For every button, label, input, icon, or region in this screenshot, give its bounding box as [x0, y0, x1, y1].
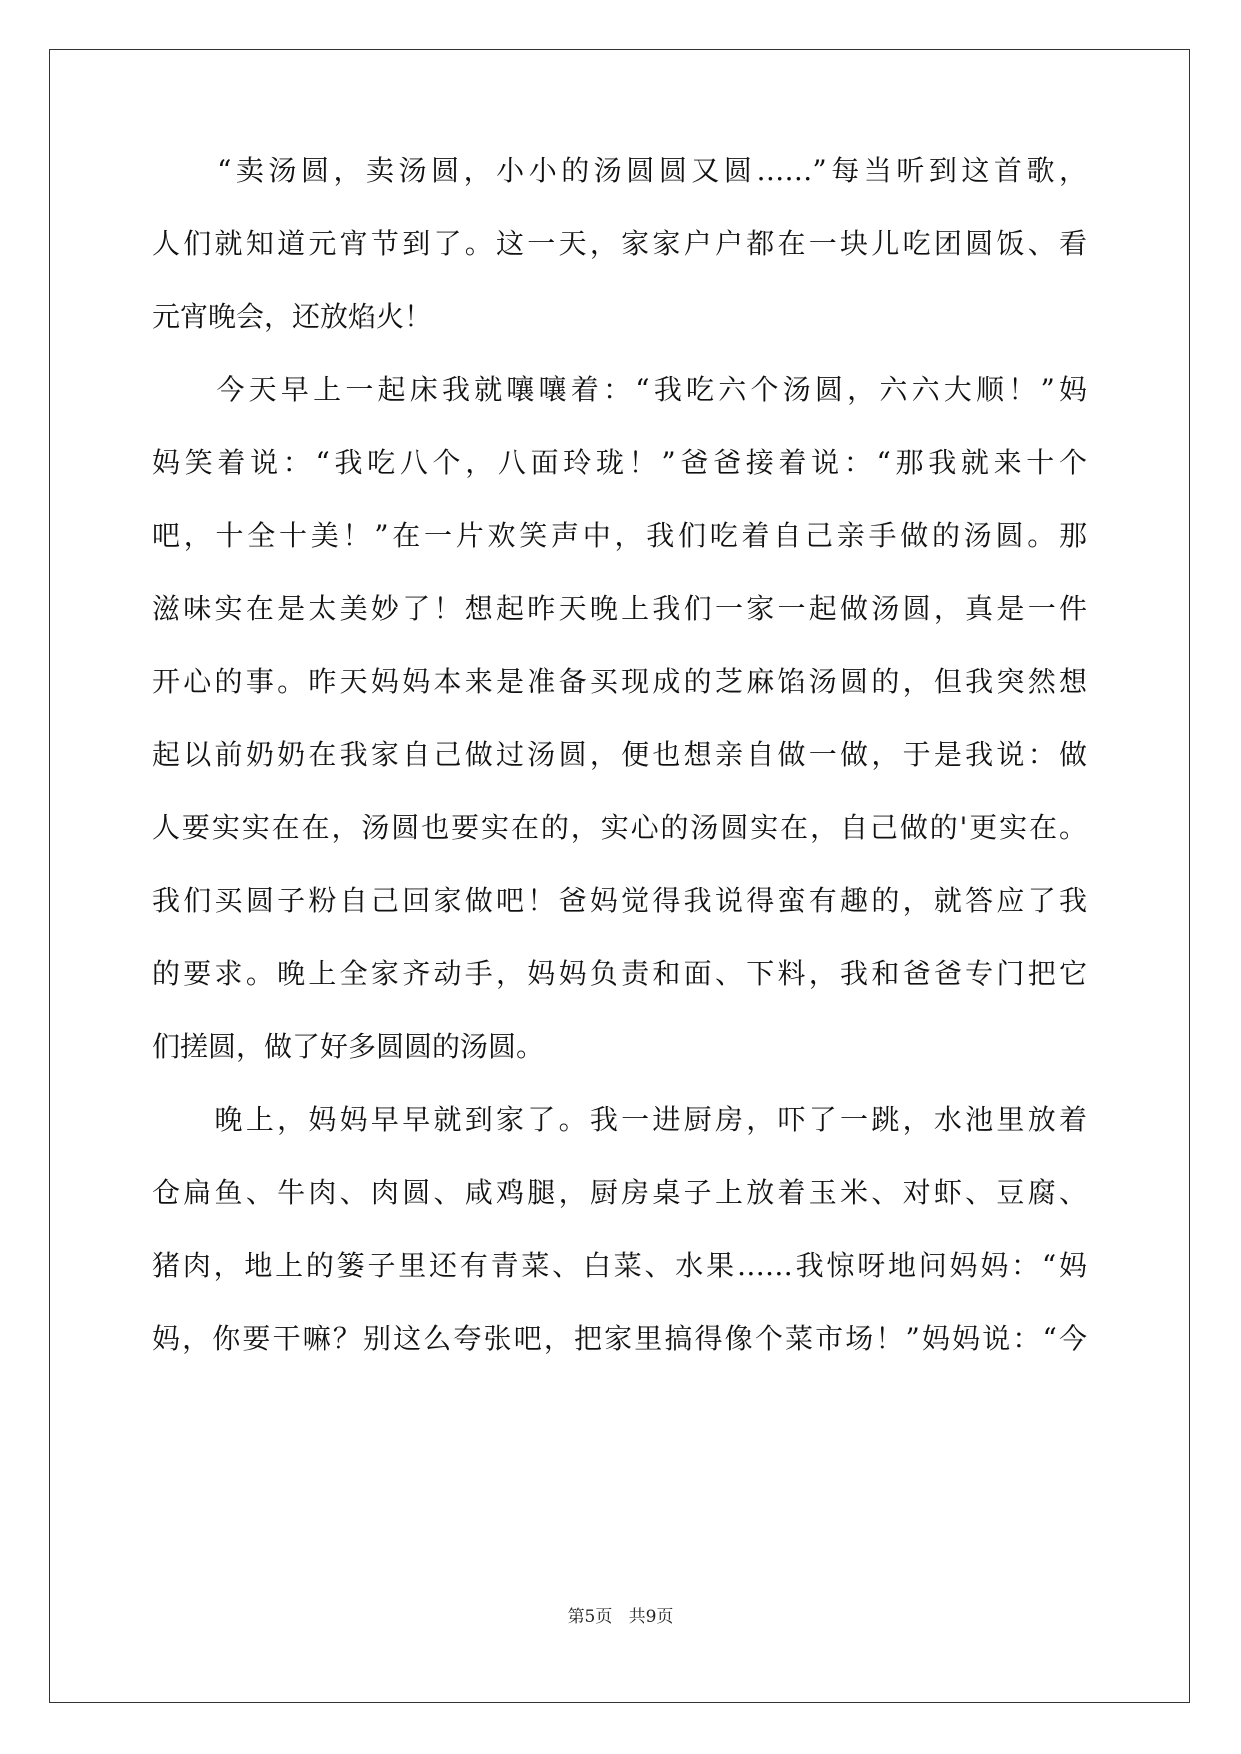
- page-footer: [0, 1606, 1241, 1628]
- text-line-12: 的要求。晚上全家齐动手，妈妈负责和面、下料，我和爸爸专门把它: [152, 957, 1087, 990]
- text-line-15: 仓扁鱼、牛肉、肉圆、咸鸡腿，厨房桌子上放着玉米、对虾、豆腐、: [152, 1176, 1087, 1209]
- text-line-3: 元宵晚会，还放焰火！: [152, 300, 433, 333]
- text-line-6: 吧，十全十美！”在一片欢笑声中，我们吃着自己亲手做的汤圆。那: [152, 519, 1087, 552]
- page-total: 共9页: [628, 1607, 674, 1627]
- text-line-5: 妈笑着说：“我吃八个，八面玲珑！”爸爸接着说：“那我就来十个: [152, 446, 1087, 479]
- text-line-7: 滋味实在是太美妙了！想起昨天晚上我们一家一起做汤圆，真是一件: [152, 592, 1087, 625]
- text-line-17: 妈，你要干嘛？别这么夸张吧，把家里搞得像个菜市场！”妈妈说：“今: [152, 1322, 1087, 1355]
- text-line-4: 今天早上一起床我就嚷嚷着：“我吃六个汤圆，六六大顺！”妈: [152, 373, 1087, 406]
- text-line-14: 晚上，妈妈早早就到家了。我一进厨房，吓了一跳，水池里放着: [152, 1103, 1087, 1136]
- text-line-16: 猪肉，地上的篓子里还有青菜、白菜、水果……我惊呀地问妈妈：“妈: [152, 1249, 1087, 1282]
- text-line-9: 起以前奶奶在我家自己做过汤圆，便也想亲自做一做，于是我说：做: [152, 738, 1087, 771]
- text-line-2: 人们就知道元宵节到了。这一天，家家户户都在一块儿吃团圆饭、看: [152, 227, 1087, 260]
- text-line-13: 们搓圆，做了好多圆圆的汤圆。: [152, 1030, 545, 1063]
- text-line-1: “卖汤圆，卖汤圆，小小的汤圆圆又圆……”每当听到这首歌，: [152, 154, 1087, 187]
- page-number: 第5页: [567, 1607, 613, 1627]
- text-line-8: 开心的事。昨天妈妈本来是准备买现成的芝麻馅汤圆的，但我突然想: [152, 665, 1087, 698]
- text-line-11: 我们买圆子粉自己回家做吧！爸妈觉得我说得蛮有趣的，就答应了我: [152, 884, 1087, 917]
- text-line-10: 人要实实在在，汤圆也要实在的，实心的汤圆实在，自己做的'更实在。: [152, 811, 1087, 844]
